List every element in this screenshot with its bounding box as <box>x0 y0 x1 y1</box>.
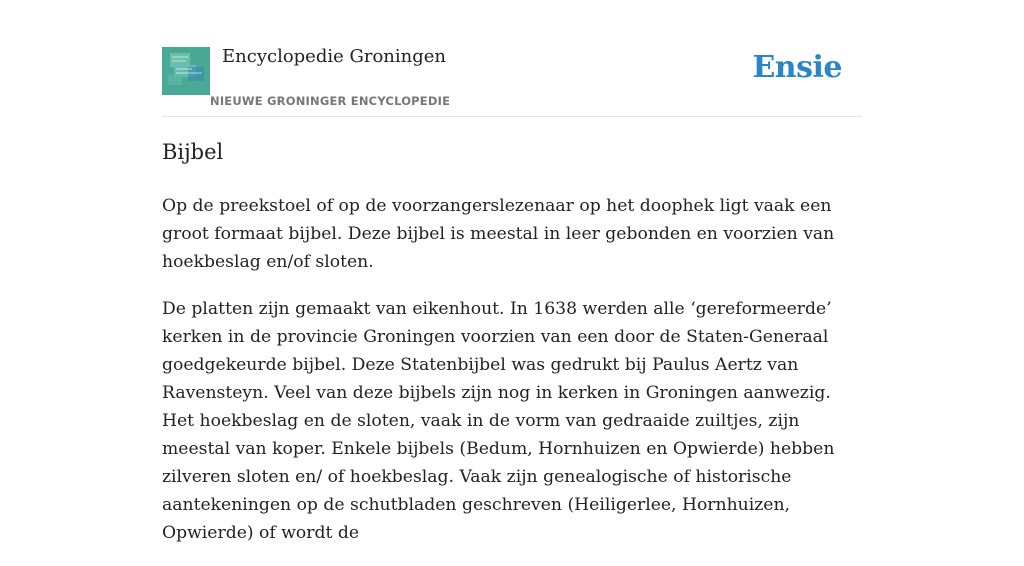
article-title: Bijbel <box>162 140 224 164</box>
site-header <box>162 0 862 117</box>
article-body <box>162 192 862 566</box>
encyclopedie-logo-icon[interactable] <box>162 47 210 95</box>
article-paragraph: De platten zijn gemaakt van eikenhout. In 1638 werden alle ‘gereformeerde’ kerken in de provincie Groningen voorzien van een door de Staten-Generaal goedgekeurde bijbel. Deze Statenbijbel was gedrukt bij Paulus Aertz van Ravensteyn. Veel van deze bijbels zijn nog in kerken in Groningen aanwezig. Het hoekbeslag en de sloten, vaak in de vorm van gedraaide zuiltjes, zijn meestal van koper. Enkele bijbels (Bedum, Hornhuizen en Opwierde) hebben zilveren sloten en/ of hoekbeslag. Vaak zijn genealogische of historische aantekeningen op de schutbladen geschreven (Heiligerlee, Hornhuizen, Opwierde) of wordt de <box>162 299 835 543</box>
site-name[interactable]: Encyclopedie Groningen <box>222 46 447 67</box>
article-paragraph: Op de preekstoel of op de voorzangerslezenaar op het doophek ligt vaak een groot formaat bijbel. Deze bijbel is meestal in leer gebonden en voorzien van hoekbeslag en/of sloten. <box>162 196 835 272</box>
site-subtitle: NIEUWE GRONINGER ENCYCLOPEDIE <box>210 94 451 108</box>
ensie-brand-link[interactable]: Ensie <box>752 50 842 85</box>
